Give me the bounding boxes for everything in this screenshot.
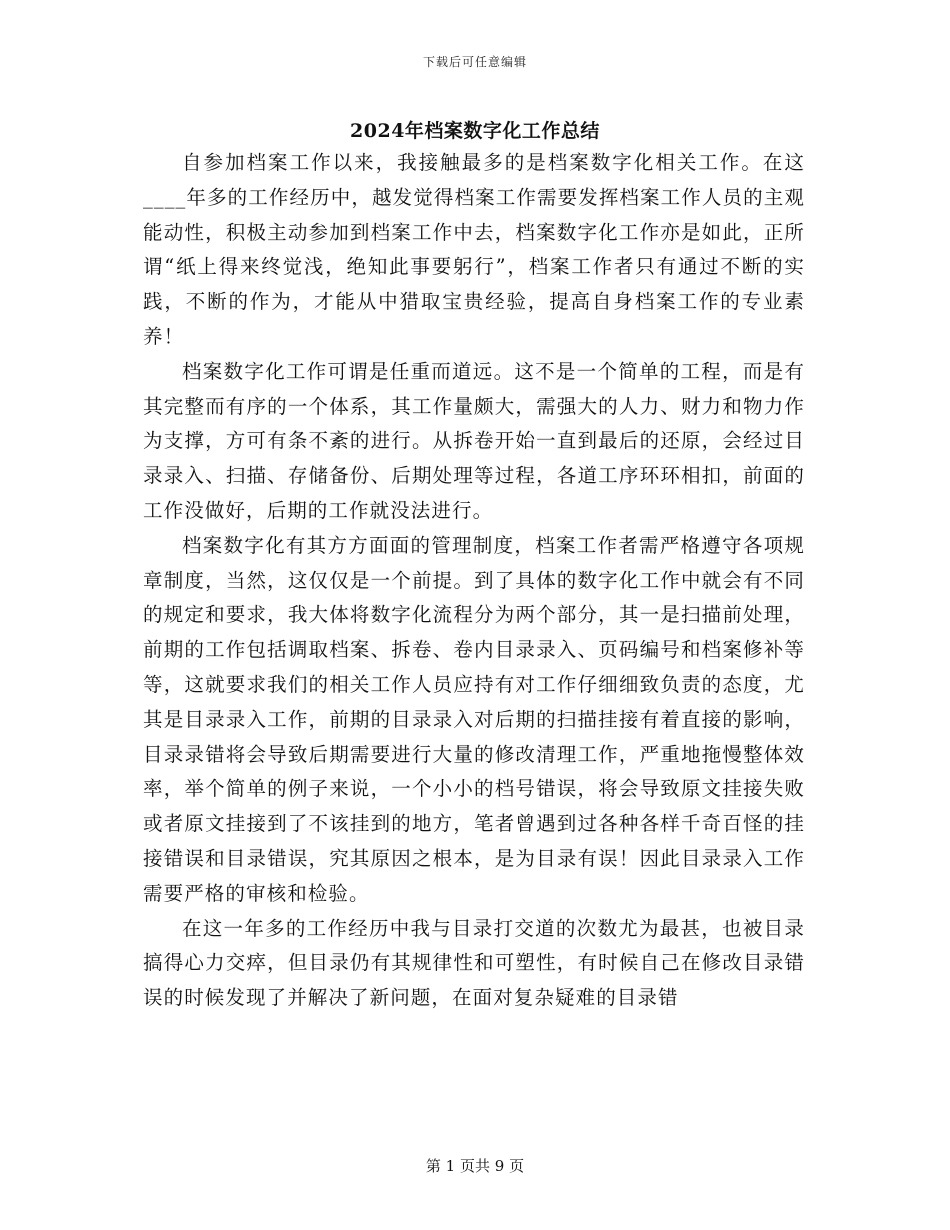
- body-paragraph: 在这一年多的工作经历中我与目录打交道的次数尤为最甚，也被目录搞得心力交瘁，但目录仍有其规律性和可塑性，有时候自己在修改目录错误的时候发现了并解决了新问题，在面对复杂疑难的目录错: [143, 916, 805, 1010]
- body-paragraph: 档案数字化有其方方面面的管理制度，档案工作者需严格遵守各项规章制度，当然，这仅仅是一个前提。到了具体的数字化工作中就会有不同的规定和要求，我大体将数字化流程分为两个部分，其一是扫描前处理，前期的工作包括调取档案、拆卷、卷内目录录入、页码编号和档案修补等等，这就要求我们的相关工作人员应持有对工作仔细细致负责的态度，尤其是目录录入工作，前期的目录录入对后期的扫描挂接有着直接的影响，目录录错将会导致后期需要进行大量的修改清理工作，严重地拖慢整体效率，举个简单的例子来说，一个小小的档号错误，将会导致原文挂接失败或者原文挂接到了不该挂到的地方，笔者曾遇到过各种各样千奇百怪的挂接错误和目录错误，究其原因之根本，是为目录有误！因此目录录入工作需要严格的审核和检验。: [143, 533, 805, 905]
- body-paragraph: 自参加档案工作以来，我接触最多的是档案数字化相关工作。在这____年多的工作经历中，越发觉得档案工作需要发挥档案工作人员的主观能动性，积极主动参加到档案工作中去，档案数字化工作亦是如此，正所谓“纸上得来终觉浅，绝知此事要躬行”，档案工作者只有通过不断的实践，不断的作为，才能从中猎取宝贵经验，提高自身档案工作的专业素养！: [143, 151, 805, 348]
- body-paragraph: 档案数字化工作可谓是任重而道远。这不是一个简单的工程，而是有其完整而有序的一个体系，其工作量颇大，需强大的人力、财力和物力作为支撑，方可有条不紊的进行。从拆卷开始一直到最后的还原，会经过目录录入、扫描、存储备份、后期处理等过程，各道工序环环相扣，前面的工作没做好，后期的工作就没法进行。: [143, 359, 805, 522]
- page-number-footer: 第 1 页共 9 页: [425, 1157, 525, 1175]
- page-header-note: 下载后可任意编辑: [422, 55, 527, 69]
- document-body: [143, 146, 805, 1016]
- document-title: 2024年档案数字化工作总结: [350, 120, 600, 142]
